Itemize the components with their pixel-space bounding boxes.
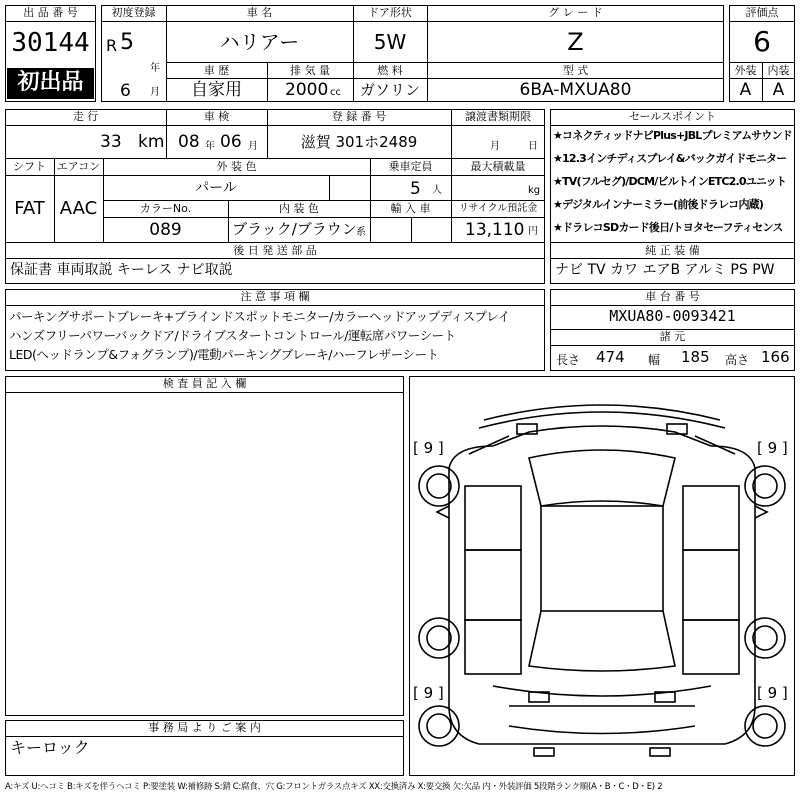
fuel: ガソリン [359, 81, 420, 99]
body-color: パール [195, 180, 237, 196]
chassis-number: MXUA80-0093421 [609, 307, 736, 325]
length: 474 [596, 348, 625, 366]
mileage-unit: km [138, 132, 165, 152]
recycle-fee: 13,110 [465, 220, 525, 240]
inspection-year-unit: 年 [205, 141, 215, 152]
transfer-label: 譲渡書類期限 [465, 110, 531, 123]
inspector-box [5, 376, 404, 716]
load-unit: kg [528, 185, 541, 196]
grade: Z [567, 28, 584, 56]
history: 自家用 [191, 80, 242, 100]
genuine-label: 純 正 装 備 [645, 244, 700, 257]
plate-label: 登 録 番 号 [331, 110, 387, 123]
recycle-unit: 円 [528, 226, 538, 237]
model-code: 6BA-MXUA80 [519, 80, 632, 100]
car-diagram [409, 376, 795, 776]
first-listing-text: 初出品 [17, 70, 84, 95]
car-name: ハリアー [219, 30, 300, 54]
door-label: ドア形状 [368, 6, 412, 19]
inspection-label: 車 検 [203, 110, 230, 123]
grade-label: グ レ ー ド [548, 6, 603, 19]
reg-month: 6 [120, 81, 131, 101]
reg-month-unit: 月 [150, 87, 160, 98]
lot-label: 出 品 番 号 [23, 6, 78, 19]
color-no-label: カラーNo. [139, 202, 192, 215]
score-label: 評価点 [745, 6, 779, 19]
model-label: 型 式 [562, 64, 589, 77]
later-parts: 保証書 車両取説 キーレス ナビ取説 [10, 262, 233, 278]
capacity-label: 乗車定員 [388, 160, 433, 173]
displacement: 2000 [285, 80, 329, 100]
interior-color: ブラック/ブラウン [232, 220, 357, 238]
plate-number: 滋賀 301ホ2489 [300, 133, 418, 151]
reg-year-unit: 年 [150, 63, 160, 74]
car-name-label: 車 名 [246, 6, 273, 19]
sales-point-4: ★デジタルインナーミラー(前後ドラレコ内蔵) [553, 198, 764, 211]
interior-label: 内装 [767, 64, 790, 77]
color-label: 外 装 色 [216, 160, 257, 173]
later-parts-label: 後 日 発 送 部 品 [233, 244, 317, 257]
history-label: 車 歴 [203, 64, 230, 77]
tire-mark-rear-right: [ 9 ] [757, 684, 788, 702]
interior-color-label: 内 装 色 [279, 202, 319, 215]
height: 166 [761, 348, 790, 366]
ac-label: エアコン [56, 160, 101, 173]
era: R [106, 36, 118, 55]
sales-points-label: セールスポイント [628, 110, 716, 123]
genuine-equipment: ナビ TV カワ エアB アルミ PS PW [555, 262, 775, 278]
shift: FAT [14, 198, 45, 219]
inspection-year: 08 [178, 132, 200, 152]
office-note: キーロック [10, 738, 90, 757]
sales-point-5: ★ドラレコSDカード後日/トヨタセーフティセンス [553, 221, 783, 234]
office-label: 事 務 局 よ り ご 案 内 [148, 721, 261, 734]
displacement-unit: cc [330, 87, 341, 98]
legend: A:キズ U:ヘコミ B:キズを伴うヘコミ P:要塗装 W:補修跡 S:錆 C:腐食、穴 G:フロントガラス点キズ XX:交換済み X:要交換 欠:欠品 内・外装評価 5段階ランク順(A・B・C・D・E) 2 [5, 782, 663, 792]
import-label: 輸 入 車 [390, 202, 431, 215]
shift-label: シフト [13, 160, 46, 173]
transfer-day-unit: 日 [528, 141, 538, 152]
sales-point-3: ★TV(フルセグ)/DCM/ビルトインETC2.0ユニット [553, 175, 787, 188]
length-label: 長さ [556, 353, 581, 367]
inspection-month: 06 [220, 132, 242, 152]
interior-grade: A [772, 80, 785, 100]
recycle-label: リサイクル預託金 [458, 203, 538, 214]
inspection-month-unit: 月 [248, 141, 258, 152]
interior-color-suffix: 系 [356, 227, 366, 238]
mileage: 33 [100, 132, 122, 152]
first-reg-label: 初度登録 [111, 6, 156, 19]
note-line-1: パーキングサポートブレーキ+ブラインドスポットモニター/カラーヘッドアップディスプレイ [9, 309, 510, 324]
chassis-label: 車 台 番 号 [645, 290, 700, 303]
exterior-grade: A [739, 80, 752, 100]
load-label: 最大積載量 [470, 160, 526, 173]
tire-mark-front-right: [ 9 ] [757, 439, 788, 457]
displacement-label: 排 気 量 [290, 64, 330, 77]
exterior-label: 外装 [734, 64, 757, 77]
sales-point-1: ★コネクティッドナビPlus+JBLプレミアムサウンド [553, 129, 792, 142]
width-label: 幅 [648, 353, 661, 367]
dims-label: 諸 元 [659, 330, 686, 343]
reg-year: 5 [120, 30, 134, 55]
color-no: 089 [149, 220, 182, 240]
notes-label: 注 意 事 項 欄 [240, 290, 310, 303]
capacity-unit: 人 [432, 185, 442, 196]
tire-mark-rear-left: [ 9 ] [413, 684, 444, 702]
door-type: 5W [373, 30, 407, 54]
note-line-3: LED(ヘッドランプ&フォグランプ)/電動パーキングブレーキ/ハーフレザーシート [9, 347, 439, 362]
sales-point-2: ★12.3インチディスプレイ&バックガイドモニター [553, 152, 787, 165]
height-label: 高さ [725, 353, 750, 367]
tire-mark-front-left: [ 9 ] [413, 439, 444, 457]
score: 6 [753, 25, 771, 58]
lot-number: 30144 [11, 28, 90, 58]
ac: AAC [59, 198, 98, 219]
note-line-2: ハンズフリーパワーバックドア/ドライブスタートコントロール/運転席パワーシート [9, 328, 456, 343]
inspector-label: 検 査 員 記 入 欄 [162, 377, 247, 390]
mileage-label: 走 行 [72, 110, 99, 123]
capacity: 5 [410, 179, 421, 199]
fuel-label: 燃 料 [377, 64, 403, 77]
width: 185 [681, 348, 710, 366]
transfer-month-unit: 月 [490, 141, 500, 152]
